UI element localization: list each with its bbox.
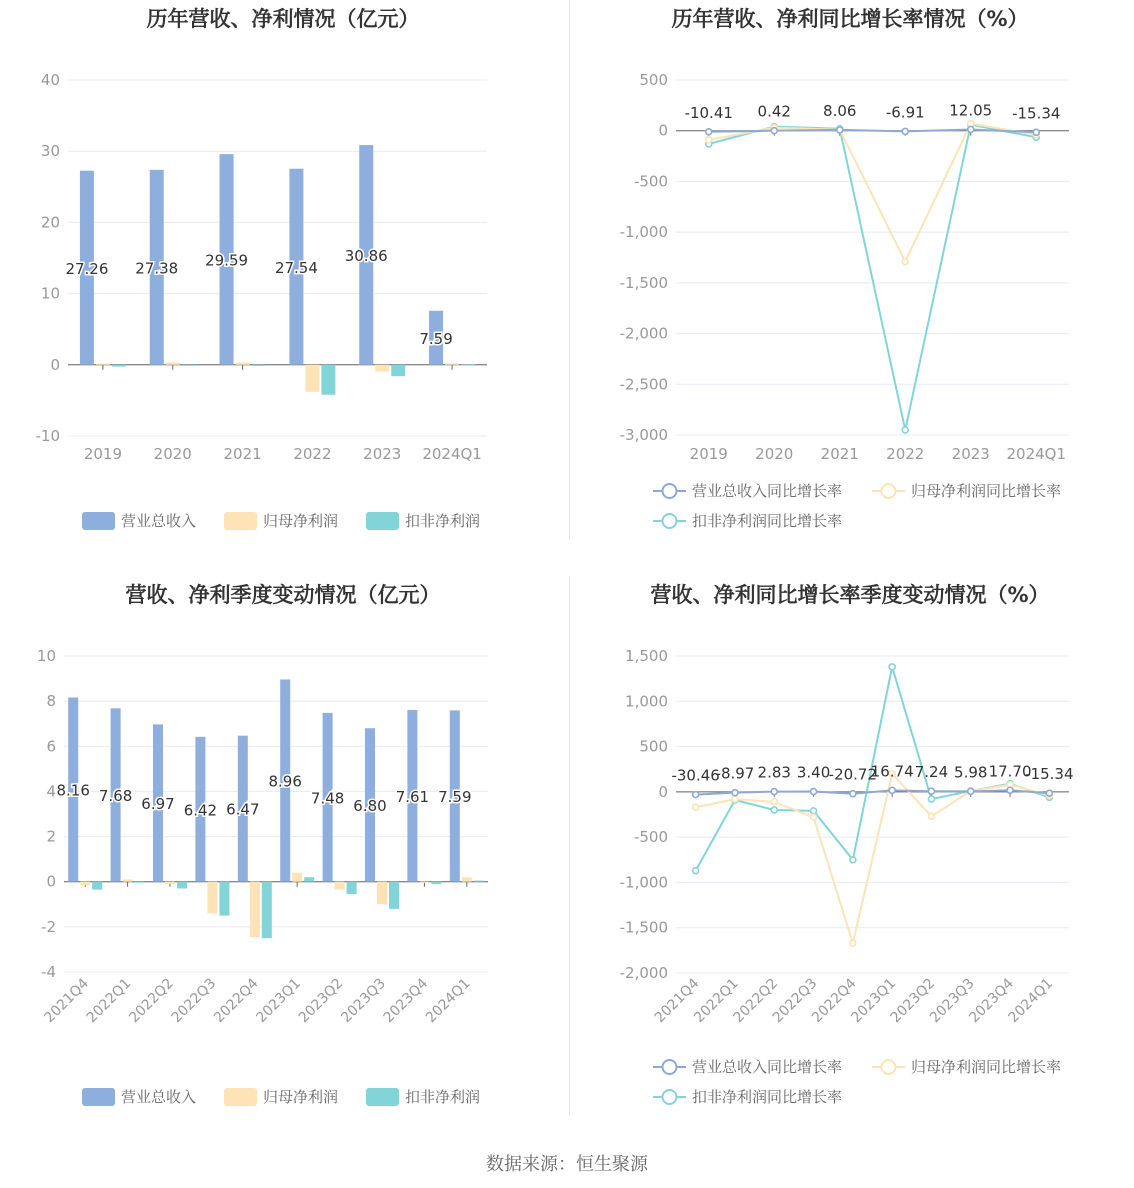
- bar-parent-net-profit: [96, 364, 110, 365]
- x-tick-label: 2024Q1: [422, 445, 482, 463]
- data-source-note: 数据来源：恒生聚源: [486, 1154, 648, 1175]
- series-point-1: [811, 814, 817, 820]
- legend-label: 归母净利润同比增长率: [911, 482, 1062, 500]
- legend-label: 营业总收入同比增长率: [692, 482, 843, 500]
- y-tick-label: -1,000: [619, 873, 668, 892]
- data-label: 5.98: [954, 763, 988, 782]
- x-tick-label: 2022Q4: [809, 975, 860, 1027]
- chart-title: 历年营收、净利同比增长率情况（%）: [671, 7, 1029, 31]
- y-tick-label: 0: [658, 121, 668, 140]
- bar-parent-net-profit: [445, 363, 459, 364]
- legend-swatch: [82, 1088, 115, 1106]
- x-tick-label: 2022Q2: [730, 975, 782, 1027]
- series-line-1: [709, 124, 1037, 262]
- x-tick-label: 2023Q2: [295, 975, 347, 1027]
- data-label: 16.74: [870, 762, 914, 781]
- y-tick-label: 6: [46, 737, 56, 756]
- bar-deducted-net-profit: [182, 365, 196, 366]
- bar-deducted-net-profit: [474, 881, 484, 882]
- data-label: 6.47: [226, 800, 260, 819]
- y-tick-label: -10: [35, 427, 60, 445]
- bar-parent-net-profit: [305, 365, 319, 392]
- legend-swatch-marker: [882, 1060, 896, 1074]
- data-label: -6.91: [885, 103, 925, 122]
- series-point-0: [1033, 129, 1039, 135]
- x-tick-label: 2024Q1: [1005, 975, 1057, 1027]
- data-label: -30.46: [671, 766, 720, 785]
- data-label: 8.06: [823, 101, 857, 120]
- bar-deducted-net-profit: [112, 365, 126, 367]
- y-tick-label: -1,000: [619, 223, 668, 242]
- bar-deducted-net-profit: [177, 882, 187, 889]
- series-point-0: [928, 788, 934, 794]
- series-point-1: [706, 137, 712, 143]
- panel-divider-top: [569, 0, 570, 540]
- bar-deducted-net-profit: [262, 882, 272, 938]
- series-point-0: [968, 788, 974, 794]
- bar-parent-net-profit: [335, 882, 345, 890]
- legend-label: 扣非净利润: [405, 1088, 481, 1106]
- bar-deducted-net-profit: [321, 365, 335, 395]
- quarterly-growth-rate-chart: [567, 576, 1134, 1151]
- data-label: 6.97: [141, 795, 175, 814]
- series-point-0: [902, 128, 908, 134]
- data-label: 7.24: [914, 763, 949, 782]
- y-tick-label: -500: [633, 828, 668, 847]
- annual-growth-rate-chart: [567, 0, 1134, 575]
- x-tick-label: 2022Q3: [769, 975, 821, 1027]
- series-point-1: [928, 813, 934, 819]
- chart-title: 营收、净利季度变动情况（亿元）: [125, 583, 441, 607]
- series-point-0: [1046, 790, 1052, 796]
- data-label: -20.72: [828, 765, 878, 784]
- x-tick-label: 2020: [755, 445, 794, 463]
- y-tick-label: -3,000: [619, 426, 668, 444]
- legend-label: 营业总收入同比增长率: [692, 1058, 843, 1076]
- x-tick-label: 2022Q2: [126, 975, 177, 1027]
- x-tick-label: 2022Q3: [168, 975, 220, 1027]
- legend-label: 扣非净利润同比增长率: [692, 1088, 843, 1106]
- bar-parent-net-profit: [292, 873, 302, 882]
- data-label: 6.80: [353, 796, 387, 815]
- series-point-1: [850, 940, 856, 946]
- legend-swatch: [224, 1088, 257, 1106]
- chart-svg: [567, 576, 1134, 1151]
- y-tick-label: -500: [633, 172, 668, 191]
- data-label: 8.96: [268, 772, 302, 791]
- x-tick-label: 2024Q1: [423, 975, 474, 1027]
- y-tick-label: 20: [40, 213, 60, 232]
- x-tick-label: 2019: [83, 445, 123, 463]
- x-tick-label: 2022: [293, 445, 332, 463]
- series-point-0: [693, 792, 699, 798]
- legend-label: 归母净利润: [263, 1088, 339, 1106]
- series-point-1: [902, 259, 908, 265]
- series-point-2: [889, 664, 895, 670]
- data-label: 27.26: [65, 259, 109, 278]
- chart-svg: [567, 0, 1134, 575]
- bar-parent-net-profit: [166, 362, 180, 364]
- y-tick-label: 10: [40, 284, 60, 303]
- legend-swatch-marker: [663, 1090, 677, 1104]
- data-label: 3.40: [796, 763, 831, 782]
- y-tick-label: -1,500: [619, 918, 668, 937]
- bar-parent-net-profit: [377, 882, 387, 905]
- x-tick-label: 2021: [820, 445, 859, 463]
- data-label: 8.16: [56, 781, 90, 800]
- series-point-1: [771, 799, 777, 805]
- y-tick-label: 1,000: [625, 692, 668, 711]
- legend-label: 扣非净利润同比增长率: [692, 512, 843, 530]
- x-tick-label: 2021: [223, 445, 262, 463]
- x-tick-label: 2022: [886, 445, 925, 463]
- legend-swatch: [366, 1088, 399, 1106]
- legend-label: 营业总收入: [121, 1088, 197, 1106]
- chart-svg: [0, 576, 567, 1151]
- quarterly-revenue-profit-chart: [0, 576, 567, 1151]
- x-tick-label: 2020: [153, 445, 192, 463]
- y-tick-label: 0: [658, 782, 668, 801]
- x-tick-label: 2022Q4: [211, 975, 262, 1027]
- x-tick-label: 2022Q1: [691, 975, 742, 1027]
- legend-swatch: [224, 512, 257, 530]
- series-point-2: [811, 808, 817, 814]
- series-point-2: [693, 868, 699, 874]
- data-label: 6.42: [183, 801, 218, 820]
- series-point-0: [1007, 787, 1013, 793]
- y-tick-label: -2,500: [619, 375, 668, 394]
- series-point-0: [811, 789, 817, 795]
- series-point-2: [771, 807, 777, 813]
- x-tick-label: 2019: [689, 445, 728, 463]
- x-tick-label: 2023Q1: [848, 975, 899, 1027]
- y-tick-label: 8: [46, 692, 56, 711]
- y-tick-label: 500: [639, 71, 668, 89]
- bar-deducted-net-profit: [219, 882, 229, 916]
- bar-parent-net-profit: [375, 365, 389, 372]
- bar-deducted-net-profit: [389, 882, 399, 909]
- y-tick-label: -2,000: [619, 964, 668, 982]
- y-tick-label: 10: [36, 647, 56, 665]
- series-point-0: [889, 787, 895, 793]
- legend-swatch-marker: [882, 484, 896, 498]
- data-label: 7.48: [310, 789, 345, 808]
- bar-deducted-net-profit: [92, 882, 102, 890]
- bar-parent-net-profit: [123, 879, 133, 881]
- bar-parent-net-profit: [80, 882, 90, 885]
- panel-divider-bottom: [569, 576, 570, 1116]
- legend-swatch: [366, 512, 399, 530]
- y-tick-label: -2,000: [619, 324, 668, 343]
- data-label: 7.61: [395, 787, 430, 806]
- y-tick-label: 30: [40, 142, 60, 161]
- legend-label: 扣非净利润: [405, 512, 481, 530]
- data-label: 2.83: [757, 763, 791, 782]
- data-label: 7.59: [419, 329, 453, 348]
- bar-deducted-net-profit: [347, 882, 357, 894]
- x-tick-label: 2023Q3: [926, 975, 978, 1027]
- bar-parent-net-profit: [462, 877, 472, 882]
- x-tick-label: 2023Q4: [380, 975, 432, 1027]
- bar-deducted-net-profit: [304, 877, 314, 882]
- series-point-2: [850, 857, 856, 863]
- y-tick-label: 0: [50, 355, 60, 374]
- bar-parent-net-profit: [236, 363, 250, 365]
- y-tick-label: 500: [639, 737, 668, 756]
- data-label: 0.42: [757, 102, 791, 121]
- series-point-0: [732, 790, 738, 796]
- series-point-0: [837, 127, 843, 133]
- data-label: 29.59: [205, 251, 249, 270]
- legend-swatch: [82, 512, 115, 530]
- x-tick-label: 2023: [363, 445, 402, 463]
- series-point-0: [771, 789, 777, 795]
- legend-swatch-marker: [663, 484, 677, 498]
- y-tick-label: -2: [41, 917, 56, 936]
- data-label: -8.97: [715, 764, 755, 783]
- x-tick-label: 2021Q4: [651, 975, 703, 1027]
- series-line-0: [696, 790, 1050, 794]
- chart-title: 历年营收、净利情况（亿元）: [146, 7, 420, 31]
- data-label: 12.05: [949, 101, 993, 120]
- bar-deducted-net-profit: [431, 882, 441, 884]
- data-label: -15.34: [1012, 104, 1061, 123]
- x-tick-label: 2021Q4: [41, 975, 93, 1027]
- annual-revenue-profit-chart: [0, 0, 567, 575]
- series-line-1: [696, 774, 1050, 943]
- data-label: 7.59: [438, 788, 472, 807]
- legend-label: 归母净利润同比增长率: [911, 1058, 1062, 1076]
- y-tick-label: 0: [46, 872, 56, 891]
- x-tick-label: 2022Q1: [83, 975, 135, 1027]
- bar-parent-net-profit: [165, 882, 175, 884]
- y-tick-label: -4: [41, 963, 56, 981]
- bar-deducted-net-profit: [391, 365, 405, 376]
- legend-swatch-marker: [663, 514, 677, 528]
- x-tick-label: 2024Q1: [1006, 445, 1067, 463]
- y-tick-label: -1,500: [619, 273, 668, 292]
- data-label: -10.41: [684, 103, 733, 122]
- x-tick-label: 2023Q4: [966, 975, 1017, 1027]
- x-tick-label: 2023Q3: [338, 975, 389, 1027]
- series-point-0: [706, 129, 712, 135]
- legend-label: 归母净利润: [263, 512, 339, 530]
- bar-parent-net-profit: [419, 882, 429, 883]
- series-point-2: [902, 427, 908, 433]
- bar-deducted-net-profit: [135, 882, 145, 883]
- legend-label: 营业总收入: [121, 512, 197, 530]
- y-tick-label: 1,500: [625, 647, 668, 665]
- data-label: -15.34: [1025, 765, 1074, 784]
- series-point-2: [928, 796, 934, 802]
- data-label: 27.54: [274, 258, 318, 277]
- data-label: 17.70: [988, 762, 1032, 781]
- series-point-0: [968, 126, 974, 132]
- data-label: 30.86: [344, 246, 388, 265]
- data-label: 7.68: [98, 787, 133, 806]
- y-tick-label: 2: [46, 827, 56, 846]
- bar-parent-net-profit: [207, 882, 217, 914]
- x-tick-label: 2023Q1: [253, 975, 305, 1027]
- chart-title: 营收、净利同比增长率季度变动情况（%）: [650, 583, 1050, 607]
- legend-swatch-marker: [663, 1060, 677, 1074]
- series-point-0: [850, 791, 856, 797]
- y-tick-label: 4: [46, 782, 56, 801]
- bar-deducted-net-profit: [461, 365, 475, 366]
- data-label: 27.38: [135, 259, 179, 278]
- series-point-1: [693, 804, 699, 810]
- x-tick-label: 2023: [951, 445, 990, 463]
- bar-parent-net-profit: [250, 882, 260, 937]
- y-tick-label: 40: [40, 71, 60, 89]
- series-point-1: [732, 796, 738, 802]
- bar-deducted-net-profit: [252, 365, 266, 366]
- chart-svg: [0, 0, 567, 575]
- series-point-0: [771, 128, 777, 134]
- x-tick-label: 2023Q2: [887, 975, 939, 1027]
